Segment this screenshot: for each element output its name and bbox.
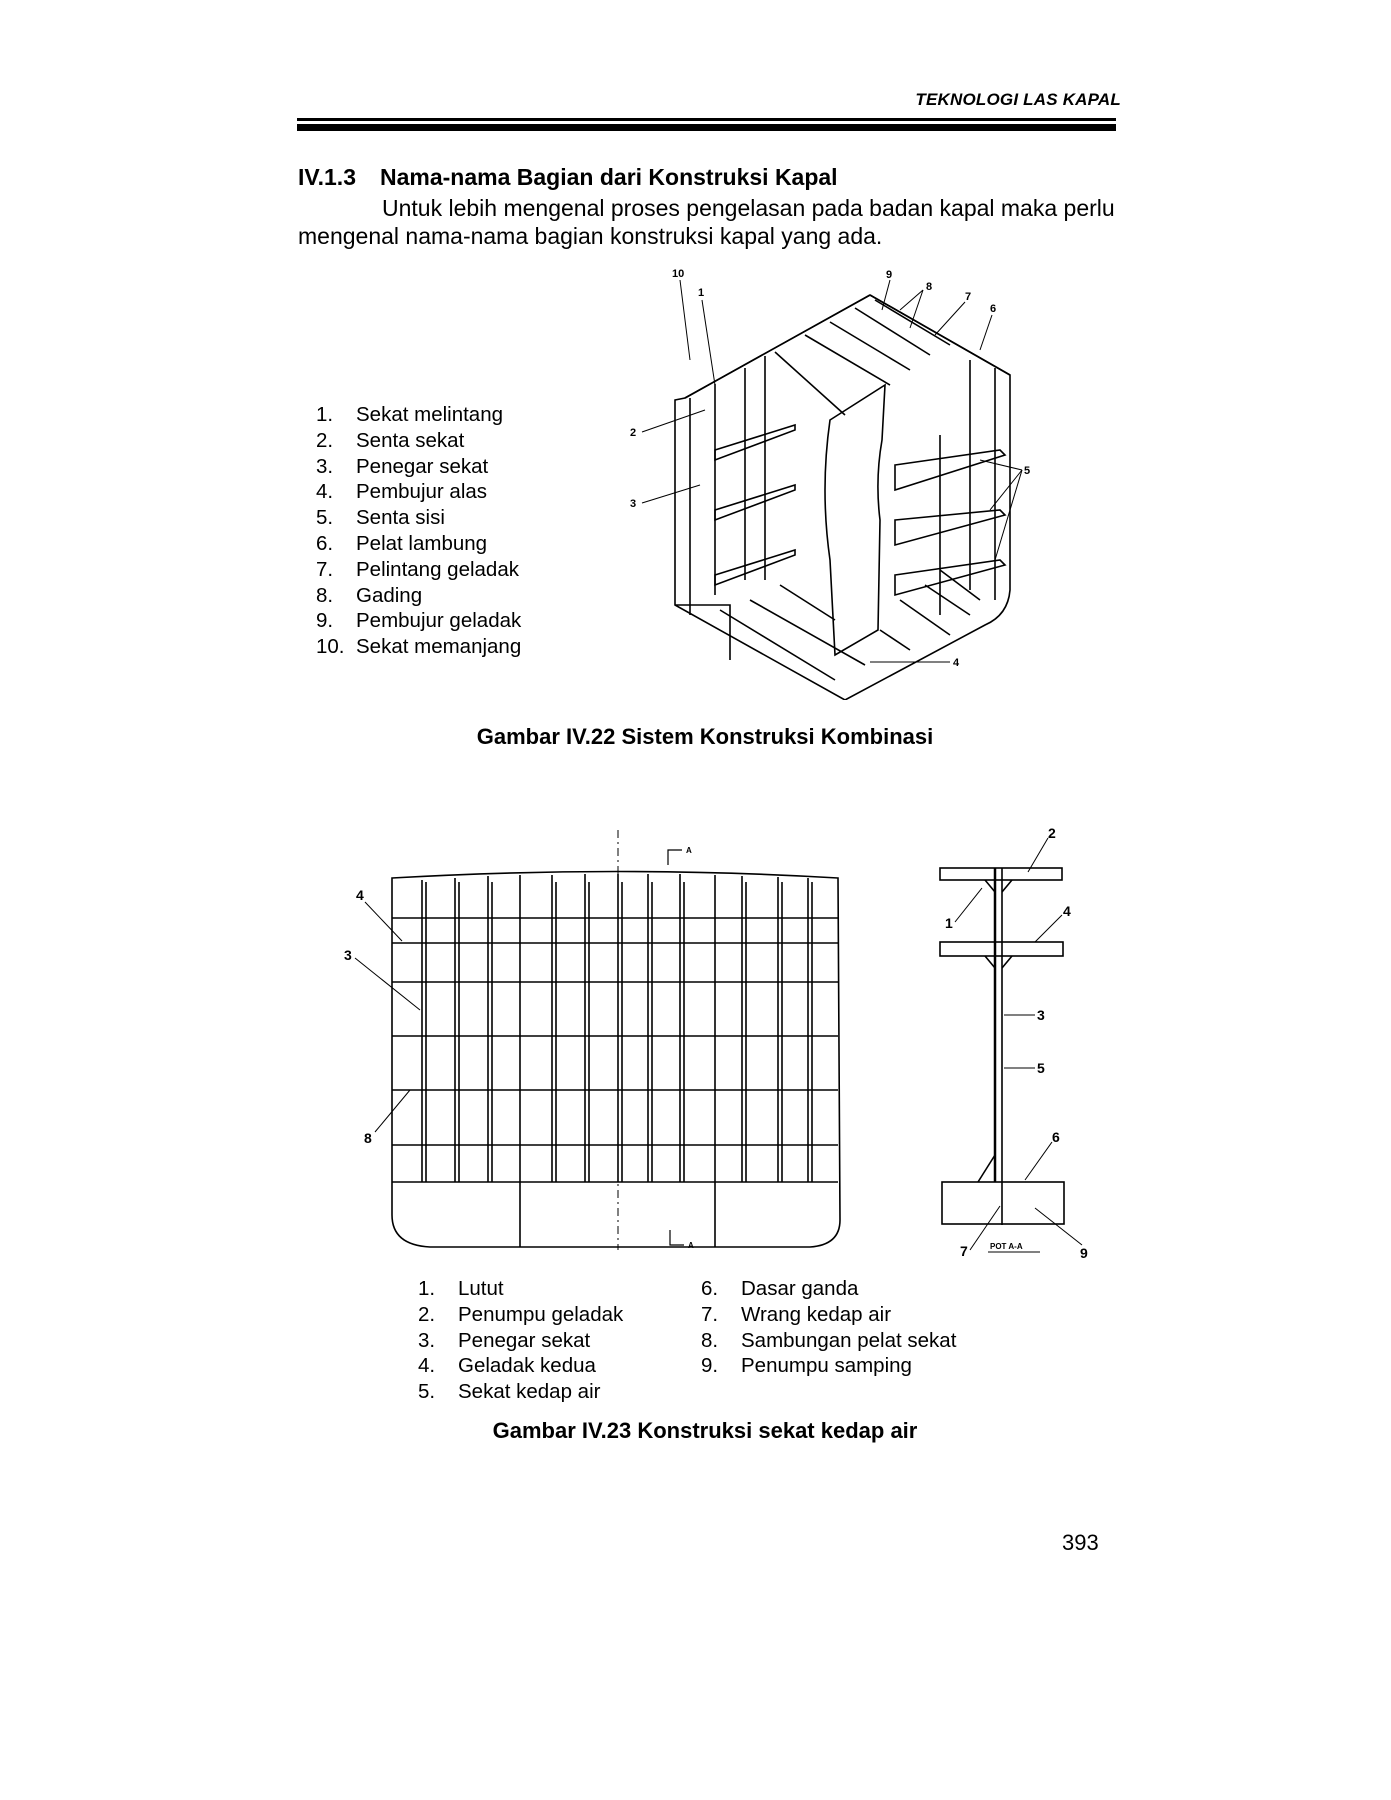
- deck-edge: [685, 295, 870, 398]
- legend-item: [316, 505, 521, 531]
- callout-7: 7: [960, 1243, 968, 1259]
- callout-4: 4: [356, 887, 364, 903]
- legend-label: Pelat lambung: [356, 531, 488, 555]
- legend-label: Senta sekat: [356, 428, 465, 452]
- legend-item: [418, 1276, 623, 1302]
- legend-item: [316, 531, 521, 557]
- legend-num: 5.: [316, 506, 334, 530]
- legend-num: 7.: [316, 557, 334, 581]
- legend-label: Penegar sekat: [458, 1328, 591, 1352]
- callout-9: 9: [1080, 1245, 1088, 1260]
- double-bottom: [942, 1182, 1064, 1224]
- section-number: IV.1.3: [298, 164, 356, 190]
- figure2-caption: Gambar IV.23 Konstruksi sekat kedap air: [492, 1418, 918, 1443]
- legend-label: Penegar sekat: [356, 454, 489, 478]
- callout-1: 1: [698, 287, 705, 299]
- figure2-section-view-aa: [900, 810, 1100, 1260]
- callout-8: 8: [926, 281, 933, 293]
- legend-label: Lutut: [458, 1277, 504, 1300]
- figure1-hull-isometric-drawing: [620, 260, 1040, 700]
- legend-item: [316, 454, 521, 480]
- legend-item: [701, 1328, 956, 1354]
- callout-6: 6: [1052, 1129, 1060, 1145]
- legend-label: Pembujur geladak: [356, 609, 522, 633]
- legend-item: [418, 1353, 623, 1379]
- legend-item: [316, 557, 521, 583]
- legend-label: Penumpu samping: [741, 1354, 912, 1378]
- figure1-legend: [316, 402, 521, 660]
- legend-label: Penumpu geladak: [458, 1302, 624, 1326]
- legend-item: [701, 1302, 956, 1328]
- callout-3: 3: [630, 498, 637, 510]
- header-rule-thick: [297, 124, 1116, 131]
- legend-label: Pembujur alas: [356, 480, 488, 504]
- legend-num: 7.: [701, 1302, 719, 1326]
- legend-label: Dasar ganda: [741, 1277, 859, 1300]
- callout-5: 5: [1024, 465, 1031, 477]
- legend-item: [418, 1379, 623, 1405]
- callout-3: 3: [1037, 1007, 1045, 1023]
- legend-num: 1.: [316, 403, 334, 426]
- figure1-caption: Gambar IV.22 Sistem Konstruksi Kombinasi: [476, 724, 934, 749]
- legend-num: 10.: [316, 635, 345, 659]
- section-marker-bottom: A: [688, 1241, 694, 1250]
- legend-num: 4.: [316, 480, 334, 504]
- legend-item: [316, 634, 521, 660]
- legend-num: 9.: [701, 1354, 719, 1378]
- upper-deck: [940, 868, 1062, 880]
- figure2-legend-right: [701, 1276, 956, 1379]
- intro-paragraph: [298, 194, 1118, 250]
- callout-2: 2: [1048, 825, 1056, 841]
- longitudinal-bulkhead: [825, 385, 885, 655]
- legend-label: Pelintang geladak: [356, 557, 519, 581]
- legend-num: 8.: [316, 583, 334, 607]
- legend-label: Sekat melintang: [356, 403, 504, 426]
- legend-num: 2.: [316, 428, 334, 452]
- section-title: Nama-nama Bagian dari Konstruksi Kapal: [380, 164, 838, 190]
- legend-num: 6.: [316, 531, 334, 555]
- figure2-legend-left: [418, 1276, 623, 1405]
- callout-10: 10: [672, 268, 685, 280]
- callout-9: 9: [886, 269, 893, 281]
- legend-label: Geladak kedua: [458, 1354, 596, 1378]
- vertical-stiffeners: [422, 874, 812, 1247]
- page-number: 393: [1062, 1530, 1099, 1555]
- section-heading: [298, 164, 838, 191]
- callout-4: 4: [1063, 903, 1071, 919]
- callout-6: 6: [990, 303, 997, 315]
- legend-num: 5.: [418, 1380, 436, 1404]
- legend-item: [701, 1276, 956, 1302]
- legend-num: 3.: [418, 1328, 436, 1352]
- legend-item: [316, 428, 521, 454]
- callout-3: 3: [344, 947, 352, 963]
- callout-4: 4: [953, 657, 960, 669]
- callout-2: 2: [630, 427, 637, 439]
- side-shell-edge: [870, 295, 1010, 375]
- figure2-bulkhead-front-view: [330, 820, 890, 1260]
- legend-item: [316, 402, 521, 428]
- legend-num: 3.: [316, 454, 334, 478]
- header-rule-thin: [297, 118, 1116, 121]
- legend-label: Gading: [356, 583, 423, 607]
- legend-item: [316, 479, 521, 505]
- legend-num: 8.: [701, 1328, 719, 1352]
- section-marker-top: A: [686, 846, 692, 855]
- callout-8: 8: [364, 1130, 372, 1146]
- legend-num: 4.: [418, 1354, 436, 1378]
- legend-label: Senta sisi: [356, 506, 445, 530]
- legend-num: 2.: [418, 1302, 436, 1326]
- hull-outline: [675, 295, 1010, 700]
- intro-paragraph-text: Untuk lebih mengenal proses pengelasan pada badan kapal maka perlu mengenal nama-nama bagian konstruksi kapal yang ada.: [298, 195, 1115, 249]
- callout-5: 5: [1037, 1060, 1045, 1076]
- legend-num: 9.: [316, 609, 334, 633]
- running-header: TEKNOLOGI LAS KAPAL: [915, 90, 1121, 109]
- legend-item: [316, 583, 521, 609]
- legend-label: Sekat kedap air: [458, 1380, 601, 1404]
- legend-label: Sekat memanjang: [356, 635, 522, 659]
- legend-num: 1.: [418, 1277, 436, 1300]
- legend-item: [701, 1353, 956, 1379]
- legend-num: 6.: [701, 1277, 719, 1300]
- section-view-label: POT A-A: [990, 1242, 1023, 1251]
- legend-item: [418, 1302, 623, 1328]
- callout-1: 1: [945, 915, 953, 931]
- callout-7: 7: [965, 291, 972, 303]
- legend-item: [418, 1328, 623, 1354]
- legend-label: Wrang kedap air: [741, 1302, 892, 1326]
- legend-label: Sambungan pelat sekat: [741, 1328, 957, 1352]
- legend-item: [316, 608, 521, 634]
